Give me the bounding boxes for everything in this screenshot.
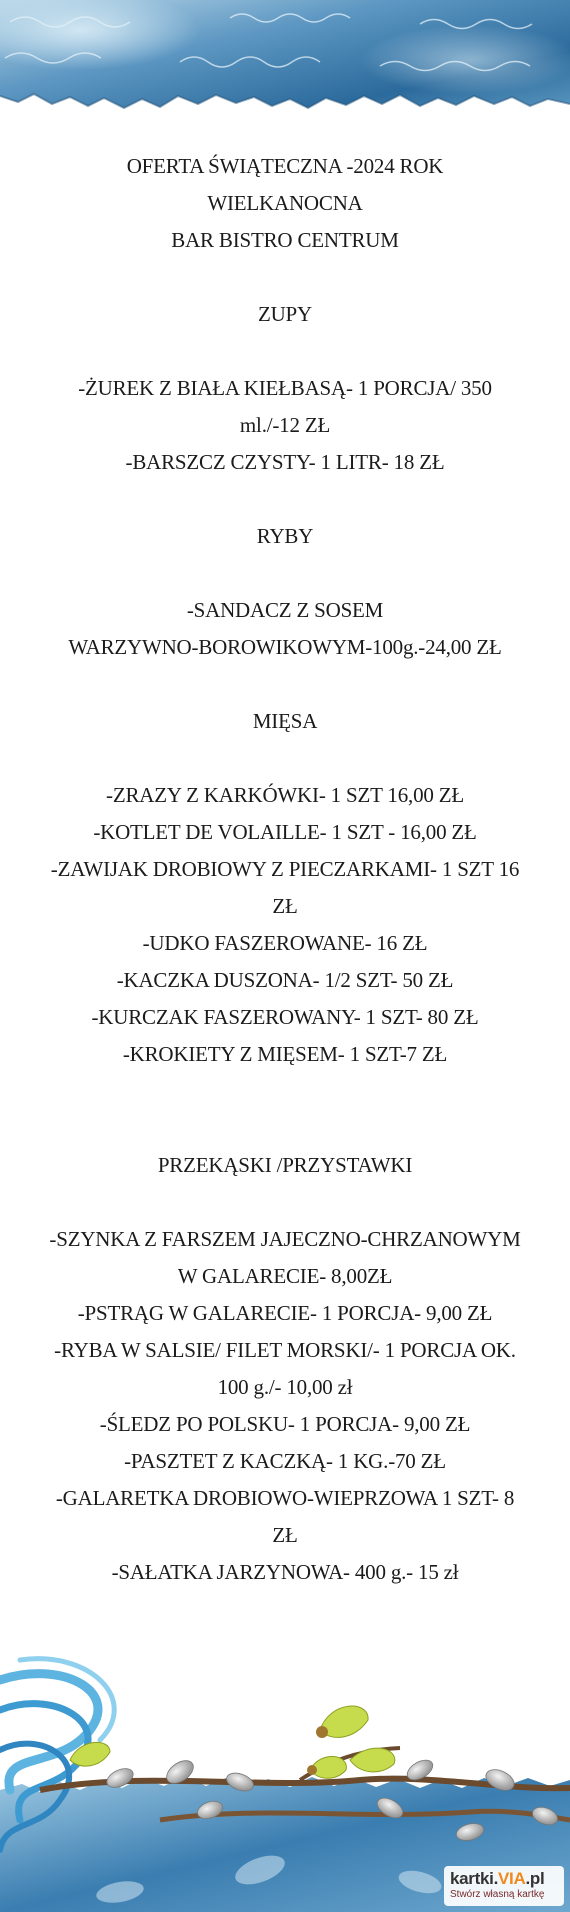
menu-item: ml./-12 ZŁ (239, 413, 331, 437)
menu-item: -BARSZCZ CZYSTY- 1 LITR- 18 ZŁ (125, 450, 445, 474)
menu-item: 100 g./- 10,00 zł (217, 1375, 353, 1399)
menu-item: -PSTRĄG W GALARECIE- 1 PORCJA- 9,00 ZŁ (77, 1301, 493, 1325)
menu-item: -ŚLEDZ PO POLSKU- 1 PORCJA- 9,00 ZŁ (99, 1412, 471, 1436)
logo-brand-main: kartki. (450, 1869, 498, 1888)
logo-brand (450, 1869, 544, 1889)
menu-item: ZŁ (272, 894, 298, 918)
menu-item: -KROKIETY Z MIĘSEM- 1 SZT-7 ZŁ (122, 1042, 448, 1066)
menu-item: -KACZKA DUSZONA- 1/2 SZT- 50 ZŁ (116, 968, 454, 992)
menu-item: -PASZTET Z KACZKĄ- 1 KG.-70 ZŁ (124, 1449, 446, 1473)
menu-item: -KURCZAK FASZEROWANY- 1 SZT- 80 ZŁ (91, 1005, 479, 1029)
menu-title-line: BAR BISTRO CENTRUM (171, 228, 399, 252)
menu-item: -SZYNKA Z FARSZEM JAJECZNO-CHRZANOWYM (49, 1227, 521, 1251)
section-heading-przekaski: PRZEKĄSKI /PRZYSTAWKI (157, 1153, 413, 1177)
menu-item: -KOTLET DE VOLAILLE- 1 SZT - 16,00 ZŁ (93, 820, 477, 844)
section-heading-zupy: ZUPY (257, 302, 313, 326)
menu-title-line: WIELKANOCNA (207, 191, 363, 215)
section-heading-miesa: MIĘSA (252, 709, 318, 733)
top-decorative-banner (0, 0, 570, 130)
menu-text (30, 148, 540, 1591)
menu-item: -SAŁATKA JARZYNOWA- 400 g.- 15 zł (111, 1560, 459, 1584)
menu-item: ZŁ (272, 1523, 298, 1547)
menu-item: -RYBA W SALSIE/ FILET MORSKI/- 1 PORCJA OK. (54, 1338, 516, 1362)
logo-tagline: Stwórz własną kartkę (450, 1889, 545, 1900)
menu-item: -ZAWIJAK DROBIOWY Z PIECZARKAMI- 1 SZT 16 (50, 857, 520, 881)
menu-item: WARZYWNO-BOROWIKOWYM-100g.-24,00 ZŁ (68, 635, 502, 659)
menu-item: -SANDACZ Z SOSEM (186, 598, 384, 622)
menu-item: W GALARECIE- 8,00ZŁ (177, 1264, 393, 1288)
kartki-logo-icon: VIA (498, 1869, 526, 1888)
menu-item: -GALARETKA DROBIOWO-WIEPRZOWA 1 SZT- 8 (55, 1486, 515, 1510)
kartki-logo[interactable] (444, 1866, 564, 1906)
menu-item: -UDKO FASZEROWANE- 16 ZŁ (142, 931, 428, 955)
menu-title-line: OFERTA ŚWIĄTECZNA -2024 ROK (126, 154, 444, 178)
menu-item: -ZRAZY Z KARKÓWKI- 1 SZT 16,00 ZŁ (106, 783, 464, 807)
section-heading-ryby: RYBY (256, 524, 314, 548)
logo-brand-suffix: .pl (525, 1869, 545, 1888)
menu-item: -ŻUREK Z BIAŁA KIEŁBASĄ- 1 PORCJA/ 350 (78, 376, 492, 400)
